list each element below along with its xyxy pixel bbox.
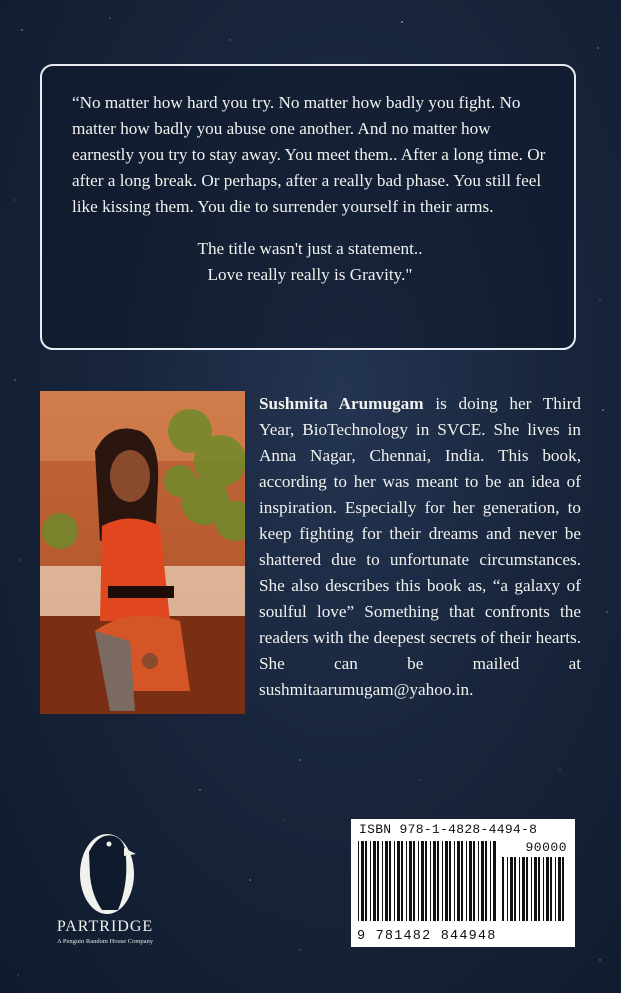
barcode-bar — [454, 841, 455, 921]
barcode-bar — [418, 841, 419, 921]
quote-closing-line-1: The title wasn't just a statement.. — [197, 239, 423, 258]
isbn-text: ISBN 978-1-4828-4494-8 — [359, 822, 538, 837]
barcode-bar — [361, 841, 364, 921]
penguin-logo-icon — [44, 826, 170, 918]
publisher-name: PARTRIDGE — [56, 918, 154, 935]
barcode-bar — [485, 841, 487, 921]
barcode-bar — [469, 841, 472, 921]
barcode-bar — [385, 841, 388, 921]
barcode-bar — [445, 841, 448, 921]
barcode-bar — [401, 841, 403, 921]
barcode-bar — [409, 841, 412, 921]
barcode-bar — [449, 841, 451, 921]
barcode-bar — [481, 841, 484, 921]
barcode-bar — [538, 857, 540, 921]
barcode-bar — [421, 841, 424, 921]
price-code: 90000 — [525, 840, 567, 855]
barcode-bar — [466, 841, 467, 921]
barcode-bar — [370, 841, 371, 921]
barcode-bar — [555, 857, 556, 921]
barcode-bar — [358, 841, 359, 921]
barcode-bar — [365, 841, 367, 921]
barcode-bars — [357, 841, 497, 929]
barcode-bar — [373, 841, 376, 921]
barcode-digits: 9 781482 844948 — [357, 929, 497, 944]
barcode-bar — [430, 841, 431, 921]
barcode-bar — [377, 841, 379, 921]
barcode-bar — [558, 857, 561, 921]
barcode-bar — [546, 857, 549, 921]
quote-closing-line-2: Love really really is Gravity." — [207, 265, 413, 284]
barcode-bar — [493, 841, 496, 921]
barcode-bar — [550, 857, 552, 921]
barcode-bar — [522, 857, 525, 921]
barcode-bar — [406, 841, 407, 921]
barcode-bar — [397, 841, 400, 921]
barcode-bar — [382, 841, 383, 921]
barcode-bar — [562, 857, 564, 921]
barcode-bar — [425, 841, 427, 921]
quote-body: “No matter how hard you try. No matter how badly you fight. No matter how badly you abuse one another. And no matter how earnestly you try to stay away. You meet them.. After a long time. Or after a long break. Or perhaps, after a really bad phase. You still feel like kissing them. You die to surrender yourself in their arms. — [72, 93, 546, 216]
barcode — [351, 819, 575, 947]
barcode-bar — [526, 857, 528, 921]
barcode-bar — [413, 841, 415, 921]
publisher-tagline: A Penguin Random House Company — [56, 938, 154, 945]
barcode-bar — [478, 841, 479, 921]
barcode-bar — [507, 857, 508, 921]
barcode-bar — [519, 857, 520, 921]
barcode-bar — [394, 841, 395, 921]
quote-box — [40, 64, 576, 350]
author-name: Sushmita Arumugam — [259, 394, 424, 413]
barcode-bar — [389, 841, 391, 921]
barcode-addon-bars — [501, 857, 569, 929]
barcode-bar — [433, 841, 436, 921]
barcode-bar — [514, 857, 516, 921]
barcode-bar — [490, 841, 491, 921]
barcode-bar — [502, 857, 504, 921]
barcode-bar — [457, 841, 460, 921]
barcode-bar — [510, 857, 513, 921]
barcode-bar — [442, 841, 443, 921]
barcode-bar — [437, 841, 439, 921]
author-bio-text: is doing her Third Year, BioTechnology in SVCE. She lives in Anna Nagar, Chennai, India. This book, according to her was meant to be an idea of inspiration. Especially for her generation, to keep fighting for their dreams and never be shattered due to unfortunate circumstances. She also describes this book as, “a galaxy of soulful love” Something that confronts the readers with the deepest secrets of their hearts. She can be mailed at sushmitaarumugam@yahoo.in. — [259, 394, 581, 699]
author-bio — [259, 391, 581, 703]
barcode-bar — [461, 841, 463, 921]
barcode-bar — [531, 857, 532, 921]
barcode-bar — [534, 857, 537, 921]
author-photo — [40, 391, 245, 714]
quote-closing — [72, 236, 548, 288]
barcode-bar — [473, 841, 475, 921]
barcode-bar — [543, 857, 544, 921]
